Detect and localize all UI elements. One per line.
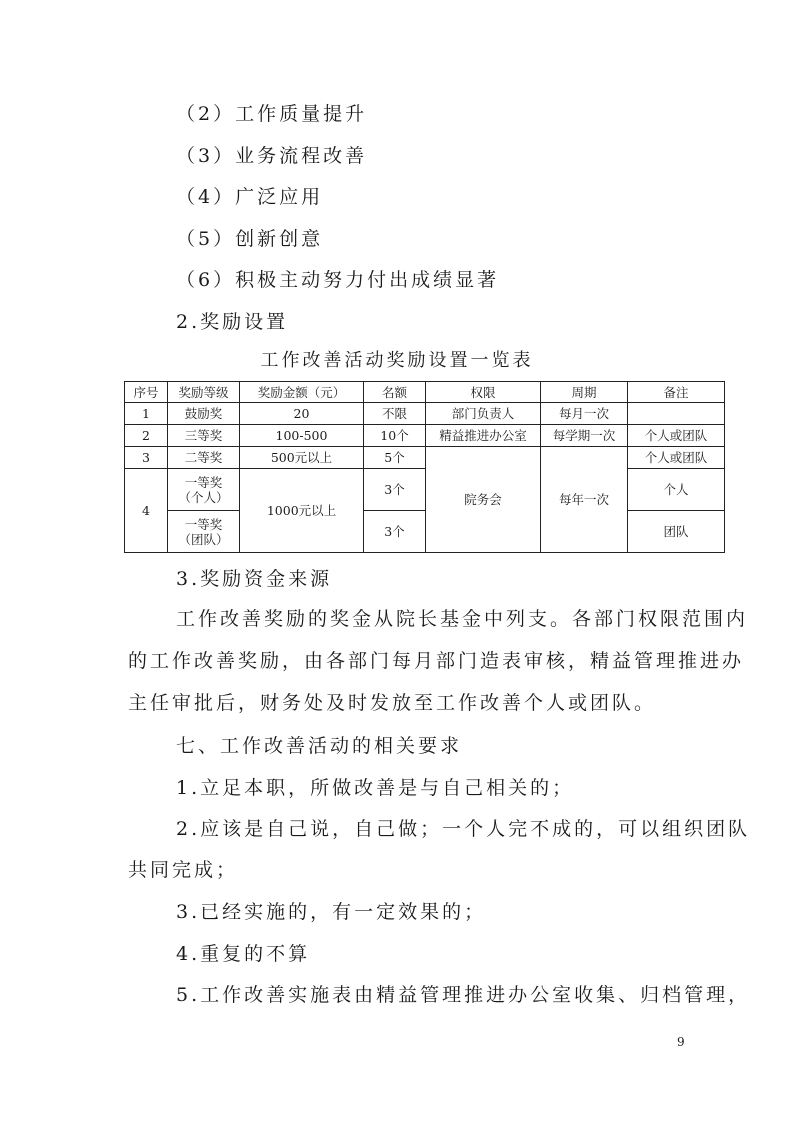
requirement-item: 共同完成；	[128, 859, 239, 881]
merged-period-cell: 每年一次	[541, 447, 628, 553]
level-line: （个人）	[178, 489, 229, 505]
paragraph-line: 工作改善奖励的奖金从院长基金中列支。各部门权限范围内	[176, 608, 749, 630]
level-line: 一等奖	[184, 474, 223, 490]
table-cell: 2	[125, 425, 168, 447]
table-cell: 10个	[364, 425, 426, 447]
paragraph-line: 的工作改善奖励，由各部门每月部门造表审核，精益管理推进办	[128, 650, 745, 672]
table-cell: 1000元以上	[240, 469, 364, 553]
level-line: （团队）	[178, 531, 229, 547]
table-cell: 不限	[364, 403, 426, 425]
requirement-item: 4.重复的不算	[176, 943, 311, 965]
table-cell: 二等奖	[168, 447, 240, 469]
requirement-item: 1.立足本职，所做改善是与自己相关的；	[176, 777, 575, 799]
section-heading-seven: 七、工作改善活动的相关要求	[176, 735, 463, 757]
table-cell: 4	[125, 469, 168, 553]
table-header-row	[125, 382, 725, 403]
list-item-2: （2）工作质量提升	[176, 103, 368, 125]
table-cell: 1	[125, 403, 168, 425]
table-cell: 鼓励奖	[168, 403, 240, 425]
table-cell	[628, 403, 725, 425]
header-cell: 周期	[541, 382, 628, 403]
header-cell: 名额	[364, 382, 426, 403]
table-cell: 100-500	[240, 425, 364, 447]
table-row	[125, 403, 725, 425]
list-item-6: （6）积极主动努力付出成绩显著	[176, 269, 500, 291]
table-cell: 部门负责人	[426, 403, 541, 425]
table-cell	[168, 469, 240, 511]
requirement-item: 3.已经实施的，有一定效果的；	[176, 901, 487, 923]
table-cell: 团队	[628, 511, 725, 553]
table-row	[125, 469, 725, 511]
requirement-item: 5.工作改善实施表由精益管理推进办公室收集、归档管理，	[176, 984, 751, 1006]
table-title: 工作改善活动奖励设置一览表	[260, 350, 534, 371]
list-item-4: （4）广泛应用	[176, 186, 324, 208]
table-cell: 500元以上	[240, 447, 364, 469]
table-cell: 3个	[364, 469, 426, 511]
table-cell	[168, 511, 240, 553]
table-cell: 精益推进办公室	[426, 425, 541, 447]
table-cell: 每学期一次	[541, 425, 628, 447]
section-heading-fund-source: 3.奖励资金来源	[176, 568, 333, 590]
paragraph-line: 主任审批后，财务处及时发放至工作改善个人或团队。	[128, 692, 657, 714]
header-cell: 奖励金额（元）	[240, 382, 364, 403]
table-cell: 三等奖	[168, 425, 240, 447]
table-cell: 个人	[628, 469, 725, 511]
header-cell: 备注	[628, 382, 725, 403]
table-cell: 个人或团队	[628, 425, 725, 447]
reward-table	[124, 381, 725, 553]
table-cell: 5个	[364, 447, 426, 469]
table-cell: 20	[240, 403, 364, 425]
header-cell: 奖励等级	[168, 382, 240, 403]
section-heading-reward-setting: 2.奖励设置	[176, 311, 289, 333]
list-item-3: （3）业务流程改善	[176, 145, 368, 167]
table-cell: 每月一次	[541, 403, 628, 425]
level-line: 一等奖	[184, 516, 223, 532]
page-number: 9	[677, 1035, 685, 1049]
merged-authority-cell: 院务会	[426, 447, 541, 553]
table-row	[125, 425, 725, 447]
list-item-5: （5）创新创意	[176, 228, 324, 250]
table-row	[125, 511, 725, 553]
table-cell: 3个	[364, 511, 426, 553]
table-row	[125, 447, 725, 469]
header-cell: 权限	[426, 382, 541, 403]
requirement-item: 2.应该是自己说，自己做；一个人完不成的，可以组织团队	[176, 818, 751, 840]
table-cell: 个人或团队	[628, 447, 725, 469]
header-cell: 序号	[125, 382, 168, 403]
table-cell: 3	[125, 447, 168, 469]
